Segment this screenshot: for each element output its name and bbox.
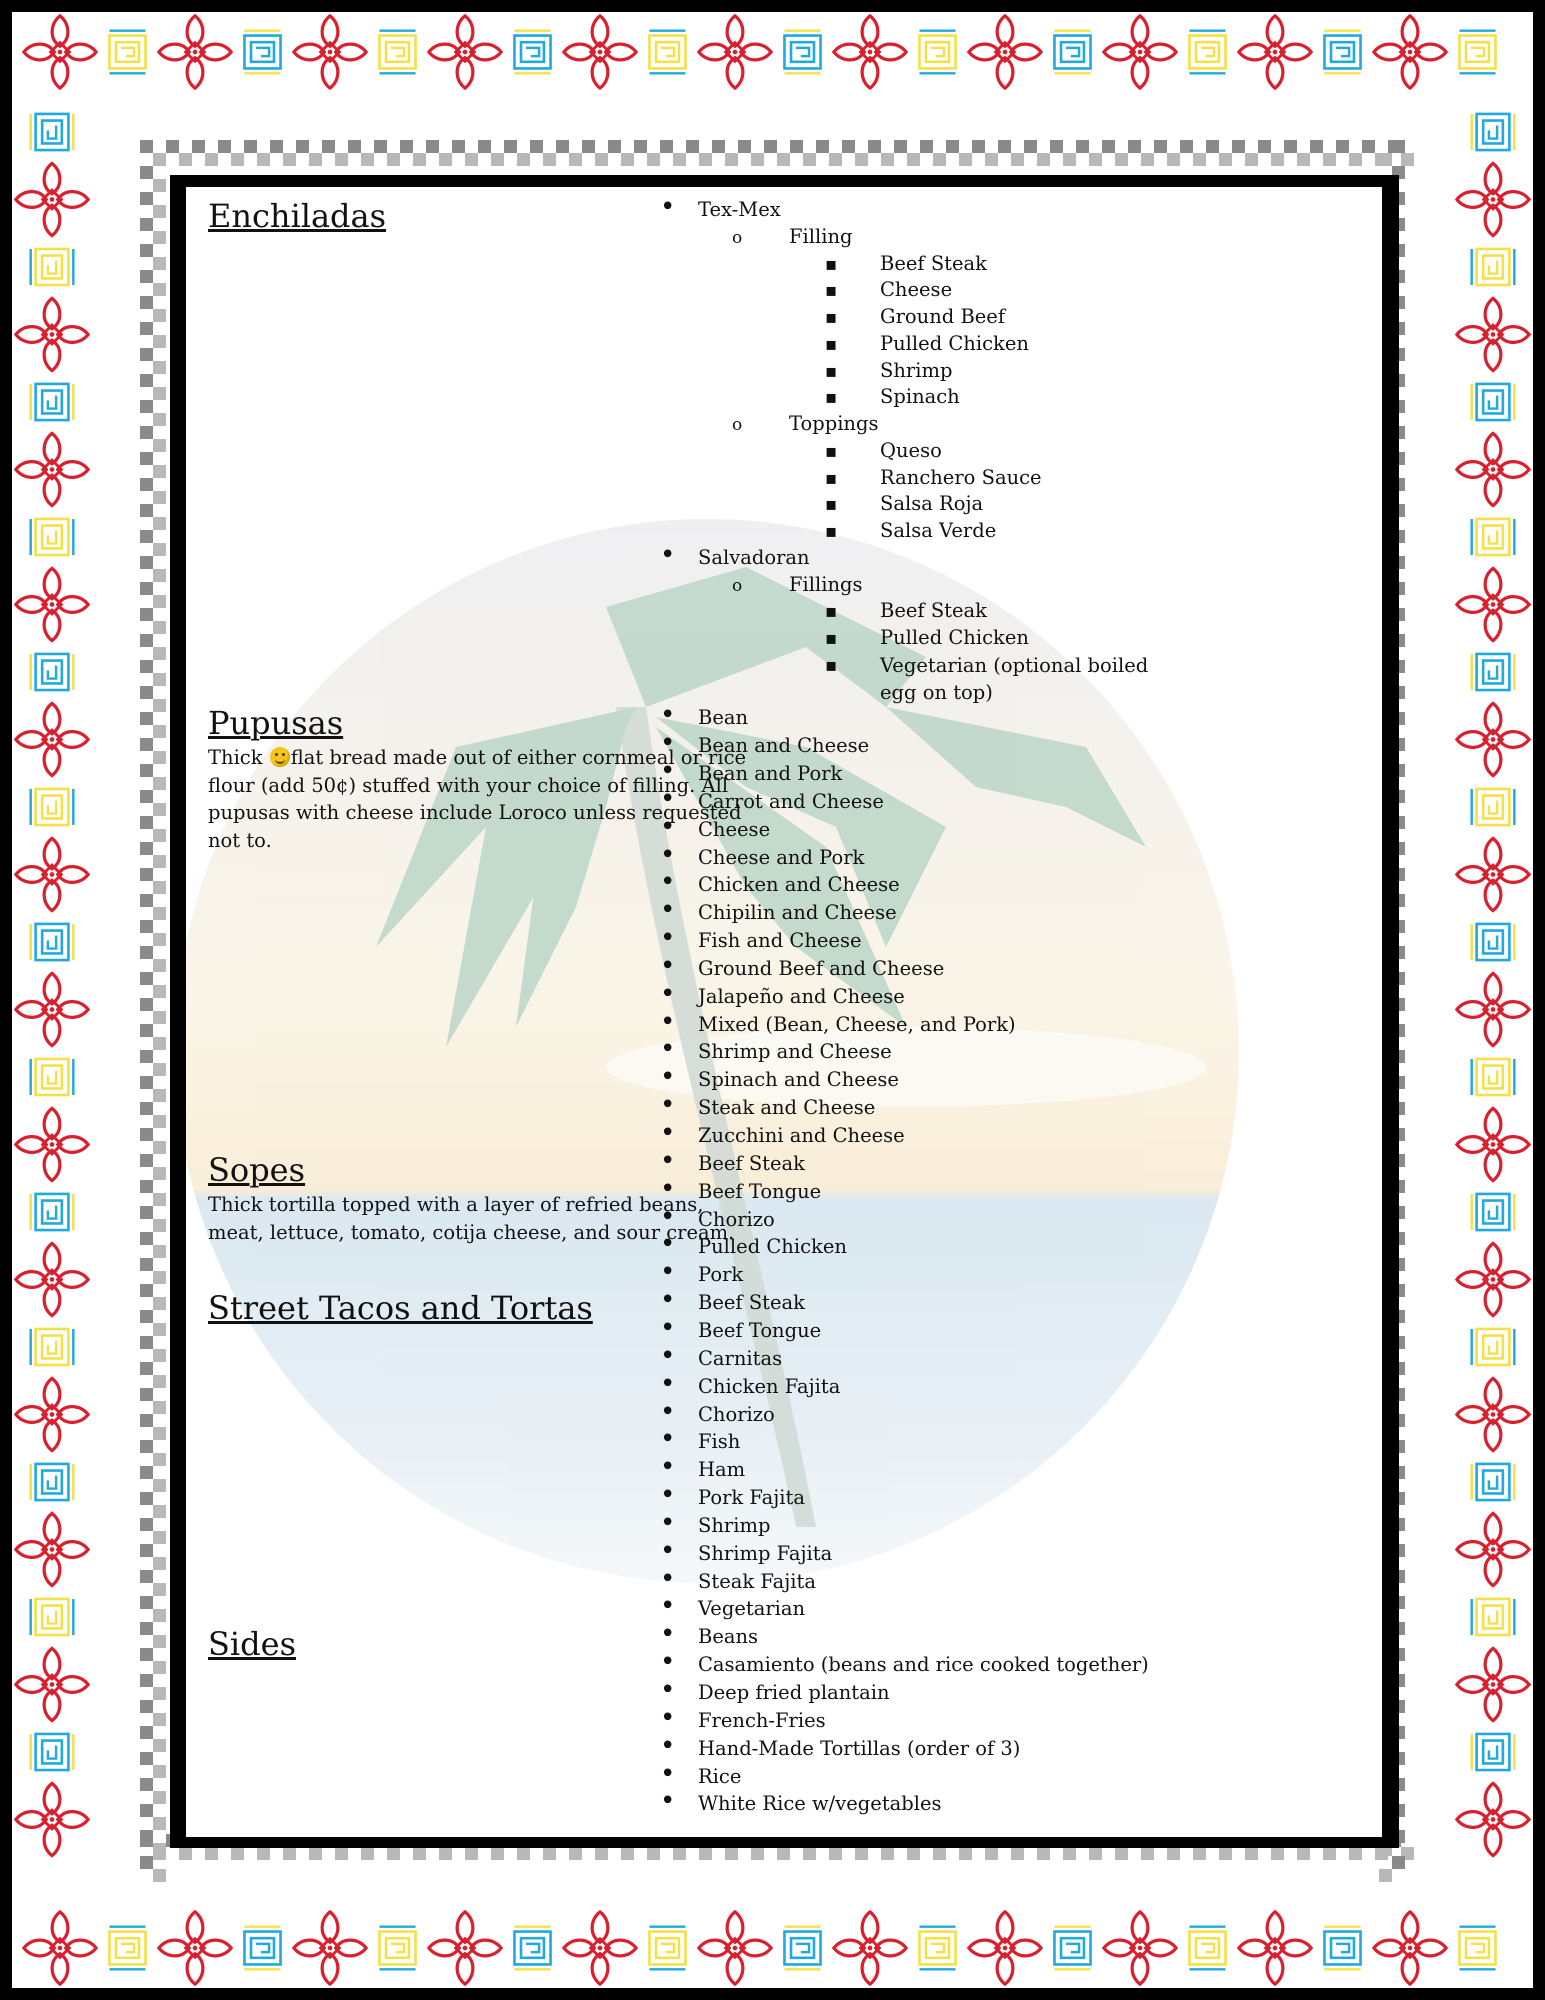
pupusa-filling-item: Bean and Cheese [698, 734, 870, 758]
bullet-icon [660, 702, 675, 730]
enchilada-group-label: Fillings [789, 572, 863, 596]
sopes-description: Thick tortilla topped with a layer of refried beans, meat, lettuce, tomato, cotija cheese, and sour cream. [208, 1193, 735, 1244]
flower-motif [429, 16, 501, 88]
fret-motif [784, 1927, 820, 1970]
fret-motif [31, 384, 74, 420]
bullet-icon [825, 358, 837, 385]
flower-motif [1457, 703, 1529, 775]
bullet-icon [660, 869, 675, 897]
fret-motif [649, 1927, 685, 1970]
fret-motif [379, 31, 415, 74]
bullet-icon [825, 465, 837, 492]
enchilada-group-label: Toppings [789, 412, 879, 435]
bullet-icon [732, 411, 742, 438]
flower-motif [16, 1378, 88, 1450]
sope-meat-item: Pulled Chicken [698, 1235, 847, 1259]
side-item: Deep fried plantain [698, 1681, 890, 1704]
fret-motif [514, 31, 550, 74]
taco-meat-item: Steak Fajita [698, 1569, 816, 1593]
bullet-icon [660, 1788, 675, 1816]
bullet-icon [660, 1231, 675, 1259]
fret-motif [31, 1194, 74, 1230]
flower-motif [1457, 163, 1529, 235]
bullet-icon [660, 1371, 675, 1399]
bullet-icon [660, 1064, 675, 1092]
enchilada-topping-item: Salsa Verde [880, 519, 997, 542]
flower-motif [16, 838, 88, 910]
fret-motif [919, 31, 955, 74]
flower-motif [1457, 568, 1529, 640]
fret-motif [514, 1927, 550, 1970]
enchilada-filling-item: Spinach [880, 385, 960, 409]
bullet-icon [660, 1399, 675, 1427]
pupusa-filling-item: Bean and Pork [698, 761, 843, 785]
bullet-icon [660, 842, 675, 870]
bullet-icon [660, 1259, 675, 1287]
flower-motif [16, 1243, 88, 1315]
flower-motif [16, 298, 88, 370]
flower-motif [16, 433, 88, 505]
pupusa-filling-item: Shrimp and Cheese [698, 1040, 892, 1064]
bullet-icon [825, 491, 837, 518]
fret-motif [31, 654, 74, 690]
fret-motif [1472, 114, 1515, 150]
enchilada-filling-item: Vegetarian (optional boiled egg on top) [880, 653, 1149, 704]
fret-motif [1472, 249, 1515, 285]
fret-motif [31, 924, 74, 960]
fret-motif [31, 1059, 74, 1095]
enchilada-style-item: Salvadoran [698, 545, 810, 569]
flower-motif [24, 1912, 96, 1984]
fret-motif [1472, 1329, 1515, 1365]
flower-motif [699, 1912, 771, 1984]
flower-motif [1457, 1513, 1529, 1585]
bullet-icon [825, 438, 837, 465]
flower-motif [159, 1912, 231, 1984]
bullet-icon [660, 730, 675, 758]
flower-motif [1104, 16, 1176, 88]
flower-motif [1457, 433, 1529, 505]
fret-motif [244, 1927, 280, 1970]
flower-motif [16, 163, 88, 235]
bullet-icon [825, 277, 837, 304]
fret-motif [919, 1927, 955, 1970]
bullet-icon [732, 224, 742, 251]
enchilada-filling-item: Beef Steak [880, 599, 988, 623]
bullet-icon [825, 331, 837, 358]
taco-meat-item: Pork Fajita [698, 1486, 805, 1510]
bullet-icon [825, 518, 837, 545]
bullet-icon [660, 925, 675, 953]
pupusa-filling-item: Fish and Cheese [698, 929, 862, 953]
pupusa-filling-item: Chipilin and Cheese [698, 901, 897, 925]
bullet-icon [660, 1649, 675, 1677]
flower-motif [1457, 1108, 1529, 1180]
bullet-icon [660, 542, 675, 570]
fret-motif [1324, 1927, 1360, 1970]
bullet-icon [825, 652, 837, 679]
flower-motif [834, 16, 906, 88]
side-item: Rice [698, 1764, 742, 1788]
enchilada-filling-item: Ground Beef [880, 305, 1006, 328]
bullet-icon [660, 1036, 675, 1064]
taco-meat-item: Fish [698, 1430, 741, 1454]
fret-motif [31, 1734, 74, 1770]
enchilada-filling-item: Pulled Chicken [880, 626, 1029, 649]
fret-motif [1459, 1927, 1495, 1970]
flower-motif [1457, 1243, 1529, 1315]
fret-motif [109, 1927, 145, 1970]
menu-content [186, 187, 1382, 1837]
fret-motif [31, 1329, 74, 1365]
bullet-icon [660, 1092, 675, 1120]
flower-motif [16, 703, 88, 775]
bullet-icon [660, 1009, 675, 1037]
pupusas-title: Pupusas [208, 704, 344, 742]
menu-page [12, 12, 1533, 1988]
fret-motif [31, 1599, 74, 1635]
taco-meat-item: Shrimp Fajita [698, 1541, 833, 1565]
bullet-icon [660, 1538, 675, 1566]
side-item: White Rice w/vegetables [698, 1792, 942, 1816]
flower-motif [16, 1108, 88, 1180]
bullet-icon [825, 598, 837, 625]
flower-motif [1239, 1912, 1311, 1984]
fret-motif [1472, 1464, 1515, 1500]
fret-motif [1472, 924, 1515, 960]
bullet-icon [660, 1482, 675, 1510]
bullet-icon [660, 1315, 675, 1343]
fret-motif [109, 31, 145, 74]
flower-motif [969, 1912, 1041, 1984]
bullet-icon [660, 897, 675, 925]
street-tacos-tortas-title: Street Tacos and Tortas [208, 1289, 593, 1327]
bullet-icon [660, 1761, 675, 1789]
pupusa-filling-item: Mixed (Bean, Cheese, and Pork) [698, 1012, 1016, 1036]
bullet-icon [660, 1510, 675, 1538]
taco-meat-item: Chorizo [698, 1402, 775, 1426]
bullet-icon [660, 758, 675, 786]
flower-motif [699, 16, 771, 88]
pupusas-desc-start: Thick [208, 746, 269, 769]
fret-motif [31, 789, 74, 825]
fret-motif [1054, 31, 1090, 74]
pupusa-filling-item: Cheese [698, 817, 771, 841]
bullet-icon [660, 1454, 675, 1482]
enchilada-style-item: Tex-Mex [698, 198, 781, 221]
fret-motif [1472, 1059, 1515, 1095]
sope-meat-item: Beef Tongue [698, 1179, 822, 1203]
bullet-icon [660, 814, 675, 842]
fret-motif [1189, 1927, 1225, 1970]
flower-motif [1457, 1378, 1529, 1450]
taco-meat-item: Beef Steak [698, 1291, 806, 1315]
bullet-icon [660, 953, 675, 981]
taco-meat-item: Ham [698, 1458, 746, 1482]
fret-motif [31, 249, 74, 285]
sides-title: Sides [208, 1625, 296, 1663]
fret-motif [1459, 31, 1495, 74]
flower-motif [1457, 838, 1529, 910]
pupusa-filling-item: Cheese and Pork [698, 845, 865, 869]
enchilada-topping-item: Queso [880, 438, 942, 462]
enchilada-filling-item: Pulled Chicken [880, 331, 1029, 355]
fret-motif [649, 31, 685, 74]
fret-motif [784, 31, 820, 74]
fret-motif [1472, 1599, 1515, 1635]
fret-motif [1189, 31, 1225, 74]
fret-motif [1472, 384, 1515, 420]
bullet-icon [660, 1176, 675, 1204]
pupusa-filling-item: Chicken and Cheese [698, 873, 900, 897]
enchilada-topping-item: Salsa Roja [880, 492, 984, 516]
flower-motif [16, 973, 88, 1045]
flower-motif [16, 1783, 88, 1855]
flower-motif [1104, 1912, 1176, 1984]
enchilada-group-label: Filling [789, 224, 853, 248]
bullet-icon [660, 1621, 675, 1649]
fret-motif [1472, 1194, 1515, 1230]
flower-motif [16, 1513, 88, 1585]
flower-motif [1457, 1783, 1529, 1855]
flower-motif [16, 568, 88, 640]
fret-motif [1472, 1734, 1515, 1770]
flower-motif [1457, 973, 1529, 1045]
enchilada-topping-item: Ranchero Sauce [880, 465, 1042, 489]
pupusa-filling-item: Bean [698, 706, 749, 730]
menu-item-lists [186, 187, 1382, 1837]
bullet-icon [825, 304, 837, 331]
pupusa-filling-item: Steak and Cheese [698, 1096, 876, 1120]
flower-motif [294, 16, 366, 88]
bullet-icon [660, 1426, 675, 1454]
flower-motif [1457, 298, 1529, 370]
bullet-icon [660, 1204, 675, 1232]
fret-motif [1472, 654, 1515, 690]
flower-motif [429, 1912, 501, 1984]
side-item: Beans [698, 1625, 759, 1649]
sopes-title: Sopes [208, 1151, 306, 1189]
bullet-icon [660, 1705, 675, 1733]
fret-motif [1054, 1927, 1090, 1970]
fret-motif [379, 1927, 415, 1970]
fret-motif [31, 1464, 74, 1500]
pupusas-desc-rest: flat bread made out of either cornmeal or rice flour (add 50¢) stuffed with your choice of filling. All pupusas with cheese include Loroco unless requested not to. [208, 746, 747, 852]
fret-motif [31, 519, 74, 555]
bullet-icon [732, 572, 742, 599]
flower-motif [159, 16, 231, 88]
side-item: French-Fries [698, 1708, 826, 1732]
fret-motif [31, 114, 74, 150]
enchilada-filling-item: Cheese [880, 278, 953, 302]
flower-motif [834, 1912, 906, 1984]
sope-meat-item: Chorizo [698, 1207, 775, 1231]
flower-motif [564, 16, 636, 88]
bullet-icon [825, 625, 837, 652]
pupusa-filling-item: Zucchini and Cheese [698, 1124, 905, 1147]
bullet-icon [660, 786, 675, 814]
pupusa-filling-item: Carrot and Cheese [698, 789, 884, 813]
fret-motif [1472, 519, 1515, 555]
flower-motif [294, 1912, 366, 1984]
sope-meat-item: Pork [698, 1263, 744, 1287]
fret-motif [1472, 789, 1515, 825]
bullet-icon [825, 251, 837, 278]
side-item: Hand-Made Tortillas (order of 3) [698, 1736, 1021, 1760]
bullet-icon [660, 1593, 675, 1621]
bullet-icon [660, 981, 675, 1009]
flower-motif [1239, 16, 1311, 88]
flower-motif [1374, 16, 1446, 88]
flower-motif [564, 1912, 636, 1984]
bullet-icon [660, 1287, 675, 1315]
taco-meat-item: Carnitas [698, 1346, 783, 1370]
flower-motif [24, 16, 96, 88]
flower-motif [969, 16, 1041, 88]
sope-meat-item: Beef Steak [698, 1151, 806, 1175]
bullet-icon [660, 194, 675, 222]
fret-motif [244, 31, 280, 74]
fret-motif [1324, 31, 1360, 74]
flower-motif [16, 1648, 88, 1720]
flower-motif [1374, 1912, 1446, 1984]
pupusa-filling-item: Jalapeño and Cheese [698, 984, 905, 1008]
side-item: Casamiento (beans and rice cooked together) [698, 1653, 1149, 1677]
enchilada-filling-item: Shrimp [880, 358, 953, 382]
bullet-icon [660, 1566, 675, 1594]
bullet-icon [660, 1343, 675, 1371]
flower-motif [1457, 1648, 1529, 1720]
taco-meat-item: Chicken Fajita [698, 1374, 841, 1398]
bullet-icon [825, 384, 837, 411]
bullet-icon [660, 1120, 675, 1148]
enchiladas-title: Enchiladas [208, 197, 387, 235]
pupusa-filling-item: Ground Beef and Cheese [698, 956, 945, 980]
taco-meat-item: Vegetarian [698, 1597, 806, 1621]
taco-meat-item: Beef Tongue [698, 1318, 822, 1342]
taco-meat-item: Shrimp [698, 1513, 771, 1537]
bullet-icon [660, 1733, 675, 1761]
bullet-icon [660, 1148, 675, 1176]
bullet-icon [660, 1677, 675, 1705]
pupusa-filling-item: Spinach and Cheese [698, 1068, 899, 1092]
enchilada-filling-item: Beef Steak [880, 251, 988, 275]
